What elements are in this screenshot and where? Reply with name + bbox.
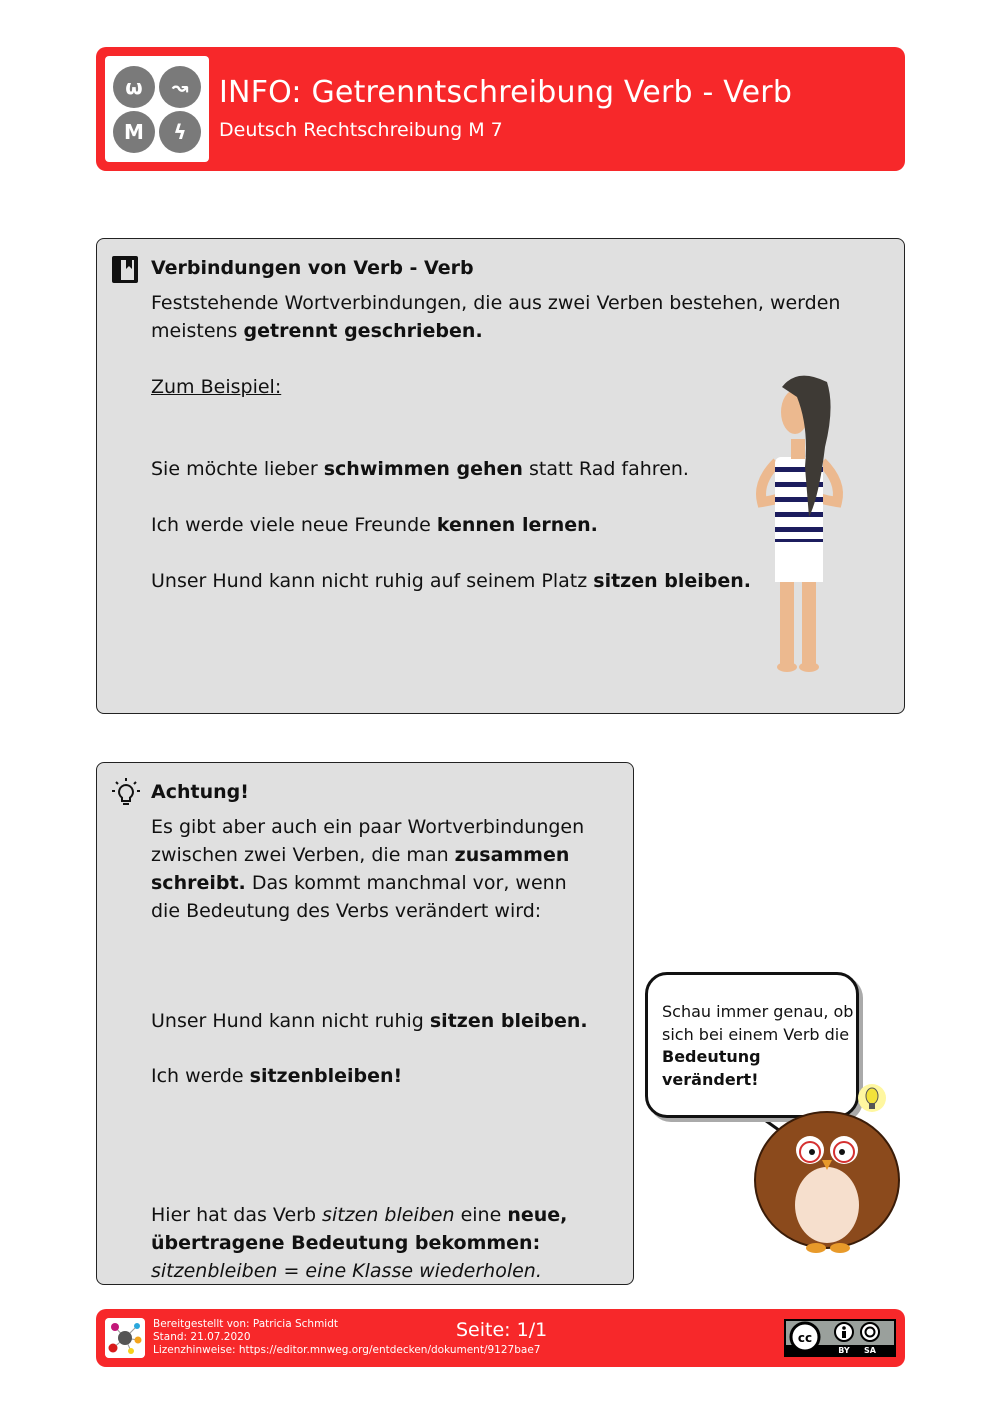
logo-lightning-icon: ϟ: [159, 111, 201, 153]
example-sentence: Ich werde sitzenbleiben!: [151, 1065, 403, 1087]
provided-by: Bereitgestellt von: Patricia Schmidt: [153, 1318, 339, 1330]
date-stamp: Stand: 21.07.2020: [153, 1331, 251, 1343]
mnweg-network-logo-icon: [105, 1318, 145, 1358]
speech-bubble-text: Schau immer genau, ob sich bei einem Verb die Bedeutung verändert!: [662, 1002, 854, 1089]
intro-paragraph: Es gibt aber auch ein paar Wortverbindungen zwischen zwei Verben, die man zusammen schreibt. Das kommt manchmal vor, wenn die Bedeutung des Verbs verändert wird:: [151, 816, 585, 922]
page-subtitle: Deutsch Rechtschreibung M 7: [219, 119, 503, 141]
example-sentence: Sie möchte lieber schwimmen gehen statt Rad fahren.: [151, 458, 689, 480]
lightbulb-icon: [110, 777, 142, 809]
warning-box-achtung: [96, 762, 634, 1285]
logo-arrow-icon: ↝: [159, 66, 201, 108]
section-heading: Achtung!: [151, 781, 249, 803]
logo-omega-icon: ω: [113, 66, 155, 108]
header-banner: [96, 47, 905, 171]
intro-emphasis: getrennt geschrieben.: [243, 320, 483, 342]
intro-text: Feststehende Wortverbindungen, die aus zwei Verben bestehen, werden meistens: [151, 292, 841, 342]
mnweg-logo: [105, 56, 209, 162]
sa-icon: SA: [864, 1346, 876, 1355]
license-link[interactable]: Lizenzhinweise: https://editor.mnweg.org/entdecken/dokument/9127bae7: [153, 1344, 541, 1356]
footer-banner: [96, 1309, 905, 1367]
example-sentence: Unser Hund kann nicht ruhig sitzen bleiben.: [151, 1010, 588, 1032]
conclusion-paragraph: Hier hat das Verb sitzen bleiben eine neue, übertragene Bedeutung bekommen: sitzenbleiben = eine Klasse wiederholen.: [151, 1204, 568, 1282]
section-heading: Verbindungen von Verb - Verb: [151, 257, 474, 279]
example-sentence: Unser Hund kann nicht ruhig auf seinem Platz sitzen bleiben.: [151, 570, 752, 592]
cc-by-sa-badge: [784, 1319, 896, 1357]
cc-icon: cc: [797, 1331, 813, 1345]
by-icon: BY: [838, 1346, 850, 1355]
example-label: Zum Beispiel:: [151, 376, 282, 398]
bookmark-book-icon: [110, 253, 142, 285]
girl-in-striped-swimsuit-illustration: [747, 367, 857, 677]
logo-m-icon: M: [113, 111, 155, 153]
info-box-verb-verb: [96, 238, 905, 714]
page-title: INFO: Getrenntschreibung Verb - Verb: [219, 75, 793, 110]
page-number: Seite: 1/1: [456, 1319, 548, 1341]
intro-paragraph: [151, 289, 851, 345]
owl-with-glasses-illustration: [752, 1080, 907, 1255]
example-sentence: Ich werde viele neue Freunde kennen lernen.: [151, 514, 598, 536]
